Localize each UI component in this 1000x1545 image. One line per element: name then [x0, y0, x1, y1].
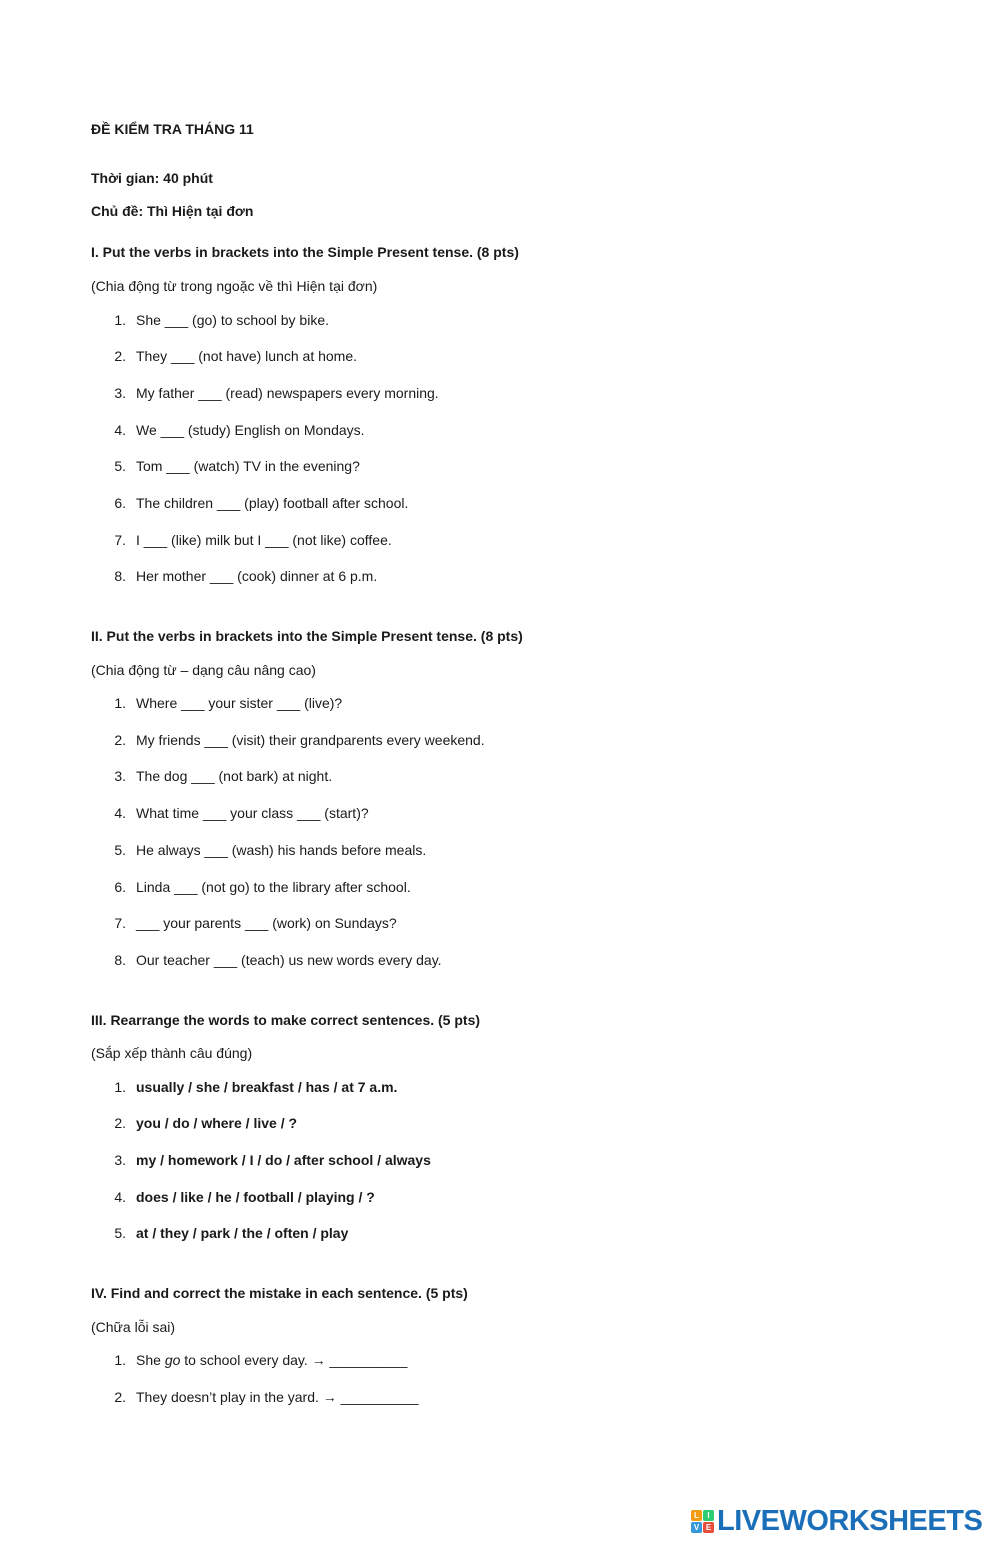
- section-subtitle: (Chia động từ – dạng câu nâng cao): [91, 662, 316, 678]
- section-subtitle: (Chia động từ trong ngoặc về thì Hiện tại đơn): [91, 278, 378, 294]
- section-subtitle: (Sắp xếp thành câu đúng): [91, 1045, 253, 1061]
- logo-text: LIVEWORKSHEETS: [717, 1504, 983, 1537]
- time-limit: Thời gian: 40 phút: [91, 170, 213, 186]
- section-heading: IV. Find and correct the mistake in each sentence. (5 pts): [91, 1285, 468, 1301]
- section-subtitle: (Chữa lỗi sai): [91, 1319, 176, 1335]
- liveworksheets-logo: [691, 1504, 982, 1538]
- section-heading: III. Rearrange the words to make correct sentences. (5 pts): [91, 1012, 481, 1028]
- page-title: ĐỀ KIỂM TRA THÁNG 11: [91, 121, 254, 137]
- section-heading: I. Put the verbs in brackets into the Simple Present tense. (8 pts): [91, 244, 519, 260]
- logo-mark-icon: L I V E: [691, 1510, 714, 1533]
- topic: Chủ đề: Thì Hiện tại đơn: [91, 203, 254, 219]
- mistake-word: go: [164, 1352, 181, 1368]
- section-heading: II. Put the verbs in brackets into the Simple Present tense. (8 pts): [91, 628, 523, 644]
